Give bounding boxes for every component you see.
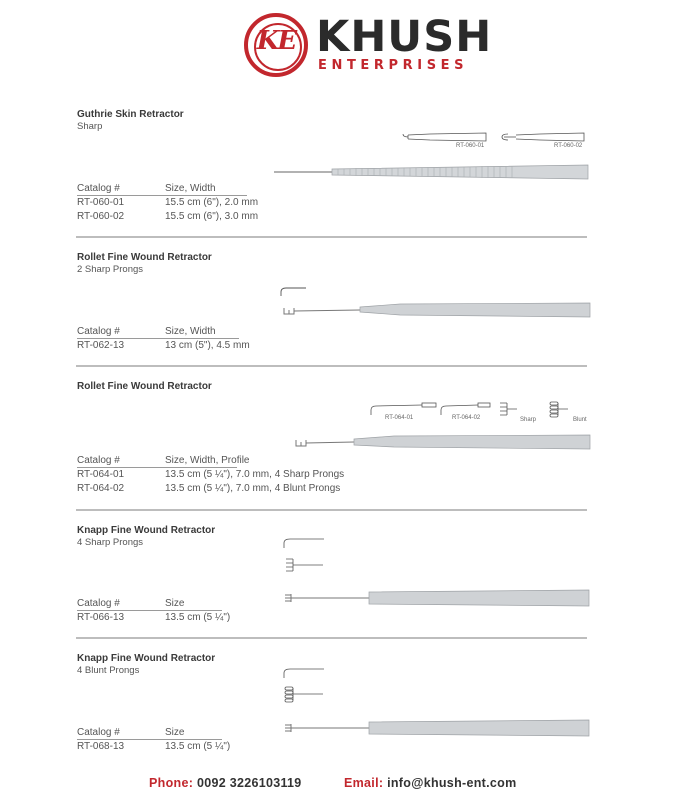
column-header-size: Size	[165, 727, 185, 738]
tip-detail-images	[280, 535, 330, 580]
catalog-number: RT-060-02	[77, 211, 125, 222]
tip-label: RT-060-02	[554, 143, 583, 149]
phone-value[interactable]: 0092 3226103119	[196, 776, 302, 790]
catalog-number: RT-064-02	[77, 483, 125, 494]
instrument-image-knapp-sharp	[283, 586, 589, 610]
product-title: Rollet Fine Wound Retractor	[77, 252, 212, 263]
catalog-number: RT-060-01	[77, 197, 125, 208]
size-value: 13.5 cm (5 ¼")	[165, 741, 231, 752]
tip-detail-rt-060-02	[502, 133, 584, 141]
column-header-catalog: Catalog #	[77, 727, 120, 738]
column-header-size: Size, Width	[165, 326, 216, 337]
brand-tagline: ENTERPRISES	[318, 58, 469, 73]
product-subtitle: 4 Sharp Prongs	[77, 537, 144, 548]
product-subtitle: 4 Blunt Prongs	[77, 665, 140, 676]
tip-detail-rt-064-02	[441, 403, 490, 415]
email-value[interactable]: info@khush-ent.com	[387, 776, 517, 790]
product-title: Rollet Fine Wound Retractor	[77, 381, 212, 392]
product-subtitle: 2 Sharp Prongs	[77, 264, 144, 275]
instrument-image-rollet-2-prongs	[280, 284, 590, 324]
catalog-number: RT-068-13	[77, 741, 125, 752]
column-header-size: Size, Width, Profile	[165, 455, 250, 466]
tip-detail-rt-060-01	[403, 133, 486, 141]
size-value: 13.5 cm (5 ¼"), 7.0 mm, 4 Sharp Prongs	[165, 469, 345, 480]
tip-label: RT-064-02	[452, 415, 481, 421]
header-underline	[77, 610, 222, 611]
tip-detail-images	[280, 665, 330, 710]
column-header-catalog: Catalog #	[77, 455, 120, 466]
section-divider	[76, 637, 587, 639]
header-underline	[77, 338, 239, 339]
email-label: Email:	[344, 776, 384, 790]
column-header-size: Size	[165, 598, 185, 609]
section-divider	[76, 236, 587, 238]
product-title: Guthrie Skin Retractor	[77, 109, 184, 120]
product-title: Knapp Fine Wound Retractor	[77, 653, 216, 664]
tip-label: RT-060-01	[456, 143, 485, 149]
tip-label: RT-064-01	[385, 415, 414, 421]
size-value: 13.5 cm (5 ¼"), 7.0 mm, 4 Blunt Prongs	[165, 483, 341, 494]
tip-detail-blunt	[550, 402, 568, 417]
product-subtitle: Sharp	[77, 121, 103, 132]
section-divider	[76, 365, 587, 367]
catalog-number: RT-064-01	[77, 469, 125, 480]
size-value: 15.5 cm (6"), 2.0 mm	[165, 197, 259, 208]
instrument-image-guthrie	[272, 160, 588, 184]
catalog-number: RT-066-13	[77, 612, 125, 623]
catalog-number: RT-062-13	[77, 340, 125, 351]
instrument-image-knapp-blunt	[283, 716, 589, 740]
logo-emblem	[244, 13, 308, 77]
column-header-catalog: Catalog #	[77, 183, 120, 194]
tip-front-view	[284, 308, 360, 314]
tip-detail-sharp	[500, 403, 517, 415]
size-value: 15.5 cm (6"), 3.0 mm	[165, 211, 259, 222]
tip-side-view	[281, 288, 306, 296]
column-header-catalog: Catalog #	[77, 598, 120, 609]
footer-email	[344, 776, 517, 790]
footer-phone	[149, 776, 302, 790]
header-underline	[77, 467, 237, 468]
tip-detail-images	[366, 400, 591, 428]
phone-label: Phone:	[149, 776, 194, 790]
header-underline	[77, 195, 247, 196]
section-divider	[76, 509, 587, 511]
column-header-catalog: Catalog #	[77, 326, 120, 337]
brand-name: KHUSH	[316, 12, 493, 62]
tip-label: Sharp	[520, 417, 537, 423]
column-header-size: Size, Width	[165, 183, 216, 194]
size-value: 13.5 cm (5 ¼")	[165, 612, 231, 623]
instrument-image-rollet	[294, 430, 590, 454]
size-value: 13 cm (5"), 4.5 mm	[165, 340, 250, 351]
header-underline	[77, 739, 222, 740]
logo-monogram: KE	[256, 26, 296, 56]
tip-detail-rt-064-01	[371, 403, 436, 415]
product-title: Knapp Fine Wound Retractor	[77, 525, 216, 536]
tip-label: Blunt	[573, 417, 587, 423]
